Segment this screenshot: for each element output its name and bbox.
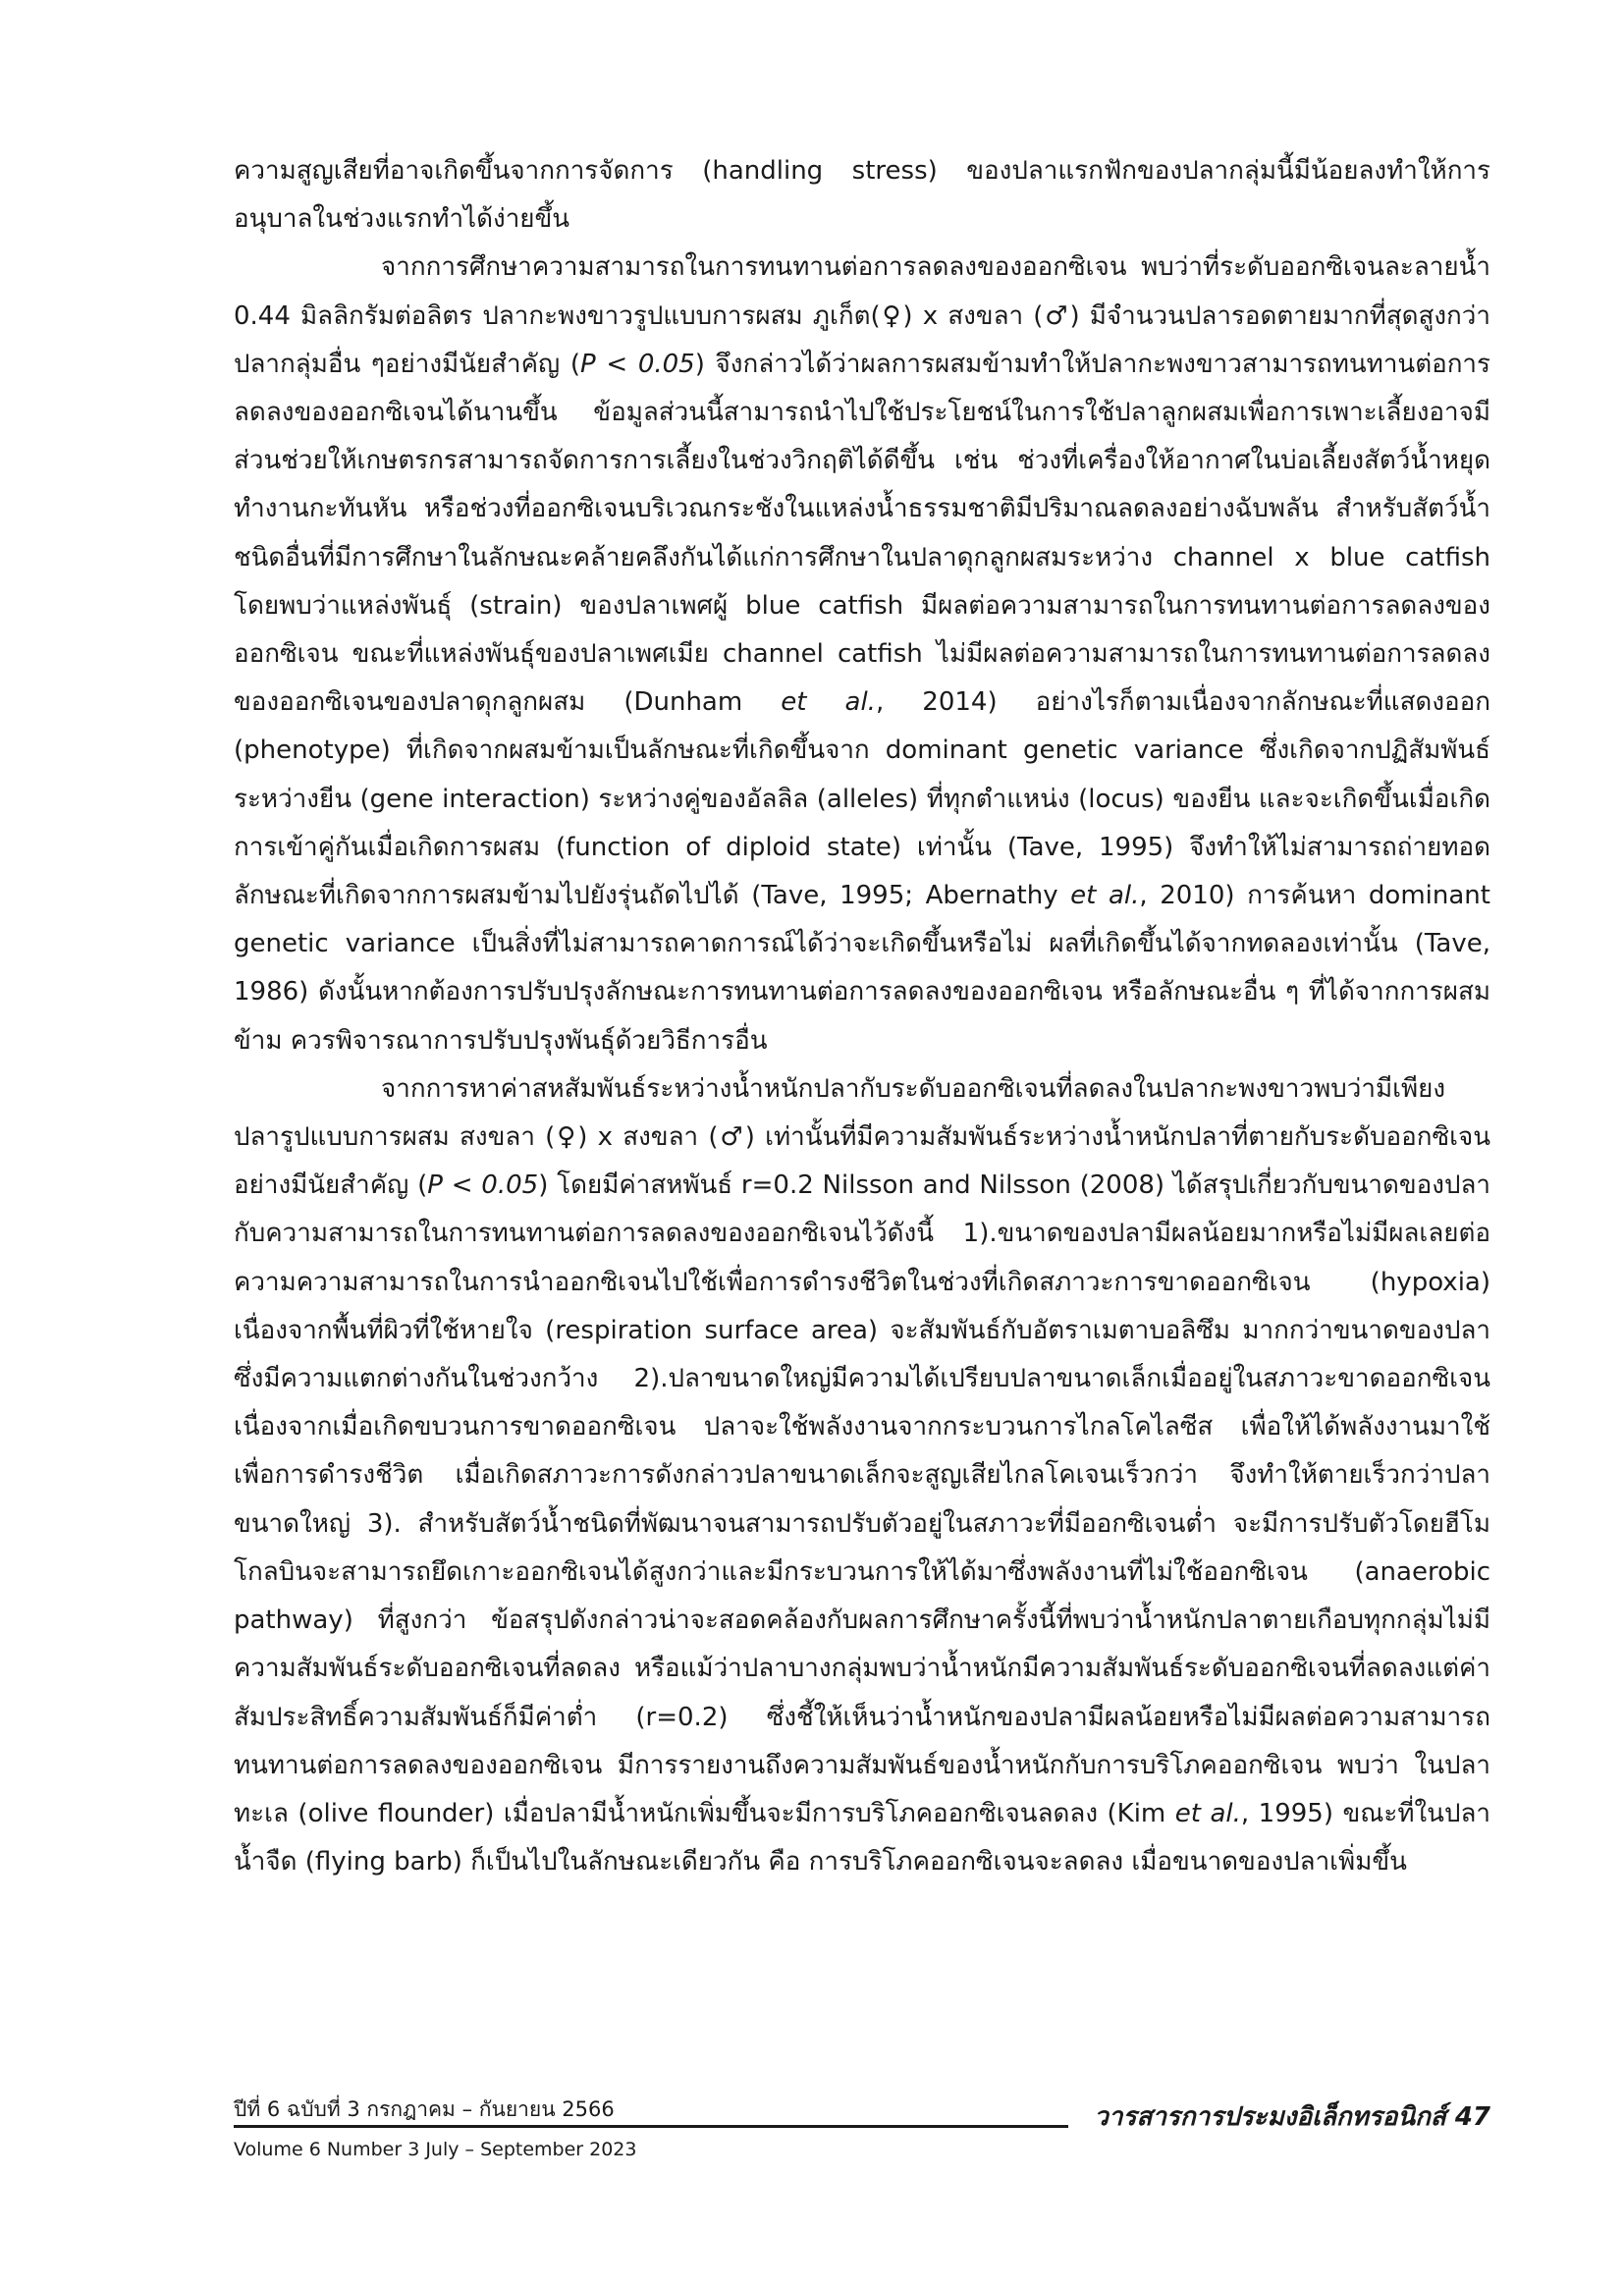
italic-text: et al. bbox=[1070, 881, 1140, 911]
footer-issue-thai: ปีที่ 6 ฉบับที่ 3 กรกฎาคม – กันยายน 2566 bbox=[234, 2097, 615, 2121]
italic-text: et al. bbox=[781, 687, 876, 718]
text-segment: , 2010) การค้นหา dominant genetic variance เป็นสิ่งที่ไม่สามารถคาดการณ์ได้ว่าจะเกิดขึ้นหรือไม่ ผลที่เกิดขึ้นได้จากทดลองเท่านั้น (Tave, 1986) ดังนั้นหากต้องการปรับปรุงลักษณะการทนทานต่อการลดลงของออกซิเจน หรือลักษณะอื่น ๆ ที่ได้จากการผสมข้าม ควรพิจารณาการปรับปรุงพันธุ์ด้วยวิธีการอื่น bbox=[234, 881, 1490, 1056]
page-footer bbox=[234, 2096, 1490, 2194]
text-segment: , 2014) อย่างไรก็ตามเนื่องจากลักษณะที่แสดงออก (phenotype) ที่เกิดจากผสมข้ามเป็นลักษณะที่เกิดขึ้นจาก dominant genetic variance ซึ่งเกิดจากปฏิสัมพันธ์ระหว่างยีน (gene interaction) ระหว่างคู่ของอัลลิล (alleles) ที่ทุกตำแหน่ง (locus) ของยีน และจะเกิดขึ้นเมื่อเกิดการเข้าคู่กันเมื่อเกิดการผสม (function of diploid state) เท่านั้น (Tave, 1995) จึงทำให้ไม่สามารถถ่ายทอดลักษณะที่เกิดจากการผสมข้ามไปยังรุ่นถัดไปได้ (Tave, 1995; Abernathy bbox=[234, 687, 1490, 911]
text-segment: ) โดยมีค่าสหพันธ์ r=0.2 Nilsson and Nilsson (2008) ได้สรุปเกี่ยวกับขนาดของปลากับความสามารถในการทนทานต่อการลดลงของออกซิเจนไว้ดังนี้ 1).ขนาดของปลามีผลน้อยมากหรือไม่มีผลเลยต่อความความสามารถในการนำออกซิเจนไปใช้เพื่อการดำรงชีวิตในช่วงที่เกิดสภาวะการขาดออกซิเจน (hypoxia) เนื่องจากพื้นที่ผิวที่ใช้หายใจ (respiration surface area) จะสัมพันธ์กับอัตราเมตาบอลิซึม มากกว่าขนาดของปลาซึ่งมีความแตกต่างกันในช่วงกว้าง 2).ปลาขนาดใหญ่มีความได้เปรียบปลาขนาดเล็กเมื่ออยู่ในสภาวะขาดออกซิเจน เนื่องจากเมื่อเกิดขบวนการขาดออกซิเจน ปลาจะใช้พลังงานจากกระบวนการไกลโคไลซีส เพื่อให้ได้พลังงานมาใช้เพื่อการดำรงชีวิต เมื่อเกิดสภาวะการดังกล่าวปลาขนาดเล็กจะสูญเสียไกลโคเจนเร็วกว่า จึงทำให้ตายเร็วกว่าปลาขนาดใหญ่ 3). สำหรับสัตว์น้ำชนิดที่พัฒนาจนสามารถปรับตัวอยู่ในสภาวะที่มีออกซิเจนต่ำ จะมีการปรับตัวโดยฮีโมโกลบินจะสามารถยึดเกาะออกซิเจนได้สูงกว่าและมีกระบวนการให้ได้มาซึ่งพลังงานที่ไม่ใช้ออกซิเจน (anaerobic pathway) ที่สูงกว่า ข้อสรุปดังกล่าวน่าจะสอดคล้องกับผลการศึกษาครั้งนี้ที่พบว่าน้ำหนักปลาตายเกือบทุกกลุ่มไม่มีความสัมพันธ์ระดับออกซิเจนที่ลดลง หรือแม้ว่าปลาบางกลุ่มพบว่าน้ำหนักมีความสัมพันธ์ระดับออกซิเจนที่ลดลงแต่ค่าสัมประสิทธิ์ความสัมพันธ์ก็มีค่าต่ำ (r=0.2) ซึ่งชี้ให้เห็นว่าน้ำหนักของปลามีผลน้อยหรือไม่มีผลต่อความสามารถทนทานต่อการลดลงของออกซิเจน มีการรายงานถึงความสัมพันธ์ของน้ำหนักกับการบริโภคออกซิเจน พบว่า ในปลาทะเล (olive flounder) เมื่อปลามีน้ำหนักเพิ่มขึ้นจะมีการบริโภคออกซิเจนลดลง (Kim bbox=[234, 1170, 1491, 1828]
paragraph bbox=[234, 147, 1490, 244]
footer-issue-english: Volume 6 Number 3 July – September 2023 bbox=[234, 2139, 637, 2160]
italic-text: P < 0.05 bbox=[427, 1170, 539, 1201]
italic-text: et al. bbox=[1174, 1798, 1241, 1828]
paragraph bbox=[234, 1065, 1490, 1886]
text-segment: , 1995) ขณะที่ในปลาน้ำจืด (flying barb) ก็เป็นไปในลักษณะเดียวกัน คือ การบริโภคออกซิเจนจะลดลง เมื่อขนาดของปลาเพิ่มขึ้น bbox=[234, 1798, 1490, 1878]
footer-divider bbox=[234, 2125, 1068, 2128]
text-segment: จากการศึกษาความสามารถในการทนทานต่อการลดลงของออกซิเจน พบว่าที่ระดับออกซิเจนละลายน้ำ 0.44 มิลลิกรัมต่อลิตร ปลากะพงขาวรูปแบบการผสม ภูเก็ต(♀) x สงขลา (♂) มีจำนวนปลารอดตายมากที่สุดสูงกว่าปลากลุ่มอื่น ๆอย่างมีนัยสำคัญ ( bbox=[234, 252, 1490, 379]
article-body bbox=[234, 147, 1490, 1886]
text-segment: จากการหาค่าสหสัมพันธ์ระหว่างน้ำหนักปลากับระดับออกซิเจนที่ลดลงในปลากะพงขาวพบว่ามีเพียงปลารูปแบบการผสม สงขลา (♀) x สงขลา (♂) เท่านั้นที่มีความสัมพันธ์ระหว่างน้ำหนักปลาที่ตายกับระดับออกซิเจนอย่างมีนัยสำคัญ ( bbox=[234, 1073, 1490, 1201]
footer-journal-title bbox=[1094, 2101, 1490, 2133]
italic-text: P < 0.05 bbox=[580, 349, 695, 379]
text-segment: ความสูญเสียที่อาจเกิดขึ้นจากการจัดการ (handling stress) ของปลาแรกฟักของปลากลุ่มนี้มีน้อยลงทำให้การอนุบาลในช่วงแรกทำได้ง่ายขึ้น bbox=[234, 156, 1490, 235]
paragraph bbox=[234, 244, 1490, 1064]
journal-name: วารสารการประมงอิเล็กทรอนิกส์ bbox=[1094, 2102, 1446, 2132]
text-segment: ) จึงกล่าวได้ว่าผลการผสมข้ามทำให้ปลากะพงขาวสามารถทนทานต่อการลดลงของออกซิเจนได้นานขึ้น ข้อมูลส่วนนี้สามารถนำไปใช้ประโยชน์ในการใช้ปลาลูกผสมเพื่อการเพาะเลี้ยงอาจมีส่วนช่วยให้เกษตรกรสามารถจัดการการเลี้ยงในช่วงวิกฤติได้ดีขึ้น เช่น ช่วงที่เครื่องให้อากาศในบ่อเลี้ยงสัตว์น้ำหยุดทำงานกะทันหัน หรือช่วงที่ออกซิเจนบริเวณกระชังในแหล่งน้ำธรรมชาติมีปริมาณลดลงอย่างฉับพลัน สำหรับสัตว์น้ำชนิดอื่นที่มีการศึกษาในลักษณะคล้ายคลึงกันได้แก่การศึกษาในปลาดุกลูกผสมระหว่าง channel x blue catfish โดยพบว่าแหล่งพันธุ์ (strain) ของปลาเพศผู้ blue catfish มีผลต่อความสามารถในการทนทานต่อการลดลงของออกซิเจน ขณะที่แหล่งพันธุ์ของปลาเพศเมีย channel catfish ไม่มีผลต่อความสามารถในการทนทานต่อการลดลงของออกซิเจนของปลาดุกลูกผสม (Dunham bbox=[234, 349, 1490, 718]
page-number: 47 bbox=[1454, 2102, 1490, 2132]
